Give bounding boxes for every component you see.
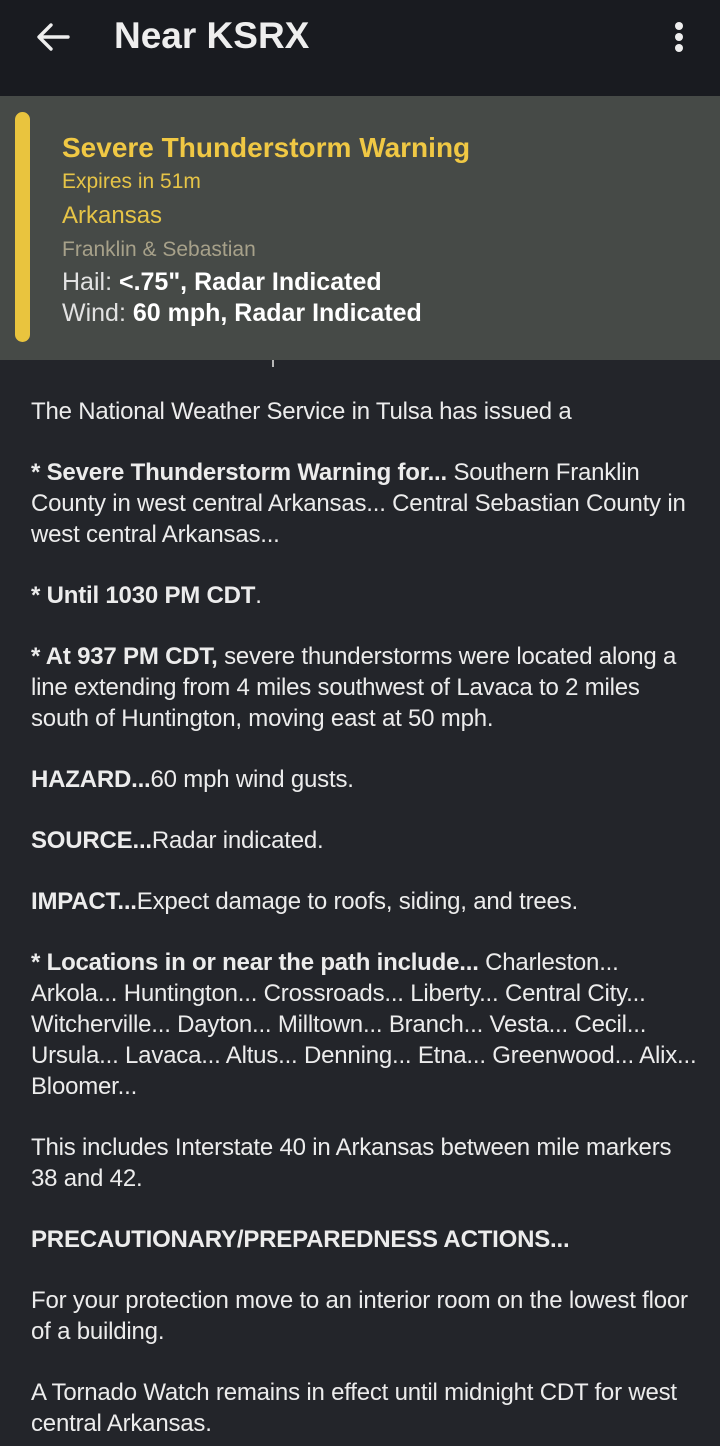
severity-stripe [15, 112, 30, 342]
more-options-button[interactable] [662, 14, 696, 60]
page-title: Near KSRX [114, 15, 310, 56]
scrolled-text-remnant [272, 360, 274, 367]
warning-for-text: Southern Franklin County in west central Arkansas... Central Sebastian County in west central Arkansas... [31, 459, 686, 548]
hail-label: Hail: [62, 268, 119, 296]
alert-bulletin-text [31, 396, 703, 1446]
bulletin-precaution-header: PRECAUTIONARY/PREPAREDNESS ACTIONS... [31, 1226, 570, 1253]
alert-title: Severe Thunderstorm Warning [62, 132, 471, 163]
bulletin-at-time [31, 641, 703, 734]
hazard-label: HAZARD... [31, 766, 151, 793]
hazard-text: 60 mph wind gusts. [150, 766, 354, 793]
bulletin-warning-for [31, 457, 703, 550]
back-button[interactable] [30, 14, 76, 60]
warning-for-label: * Severe Thunderstorm Warning for... [31, 459, 447, 486]
source-text: Radar indicated. [151, 827, 324, 854]
bulletin-impact [31, 886, 703, 917]
until-label: * Until 1030 PM CDT [31, 582, 256, 609]
wind-info [62, 297, 422, 329]
bulletin-tornado-watch: A Tornado Watch remains in effect until midnight CDT for west central Arkansas. [31, 1379, 677, 1437]
app-bar [0, 0, 720, 96]
hail-value: <.75", Radar Indicated [118, 268, 382, 296]
more-vert-icon [673, 20, 685, 54]
impact-text: Expect damage to roofs, siding, and trees. [136, 888, 578, 915]
bulletin-locations [31, 947, 703, 1102]
locations-text: Charleston... Arkola... Huntington... Crossroads... Liberty... Central City... Witcherville... Dayton... Milltown... Branch... Vesta... Cecil... Ursula... Lavaca... Altus... Denning... Etna... Greenwood... Alix... Bloomer... [31, 949, 697, 1100]
wind-label: Wind: [62, 299, 133, 327]
hail-info [62, 266, 382, 298]
wind-value: 60 mph, Radar Indicated [132, 299, 422, 327]
bulletin-until [31, 580, 703, 611]
until-text: . [255, 582, 262, 609]
alert-expires: Expires in 51m [62, 170, 201, 193]
source-label: SOURCE... [31, 827, 152, 854]
at-time-text: severe thunderstorms were located along a line extending from 4 miles southwest of Lavaca to 2 miles south of Huntington, moving east at 50 mph. [31, 643, 677, 732]
bulletin-source [31, 825, 703, 856]
arrow-left-icon [36, 22, 70, 52]
bulletin-protection: For your protection move to an interior room on the lowest floor of a building. [31, 1287, 688, 1345]
locations-label: * Locations in or near the path include... [31, 949, 479, 976]
impact-label: IMPACT... [31, 888, 137, 915]
bulletin-intro: The National Weather Service in Tulsa has issued a [31, 398, 572, 425]
alert-summary-banner[interactable] [0, 96, 720, 360]
bulletin-hazard [31, 764, 703, 795]
alert-state: Arkansas [62, 202, 163, 229]
at-time-label: * At 937 PM CDT, [31, 643, 218, 670]
alert-counties: Franklin & Sebastian [62, 238, 256, 261]
bulletin-interstate: This includes Interstate 40 in Arkansas between mile markers 38 and 42. [31, 1134, 672, 1192]
